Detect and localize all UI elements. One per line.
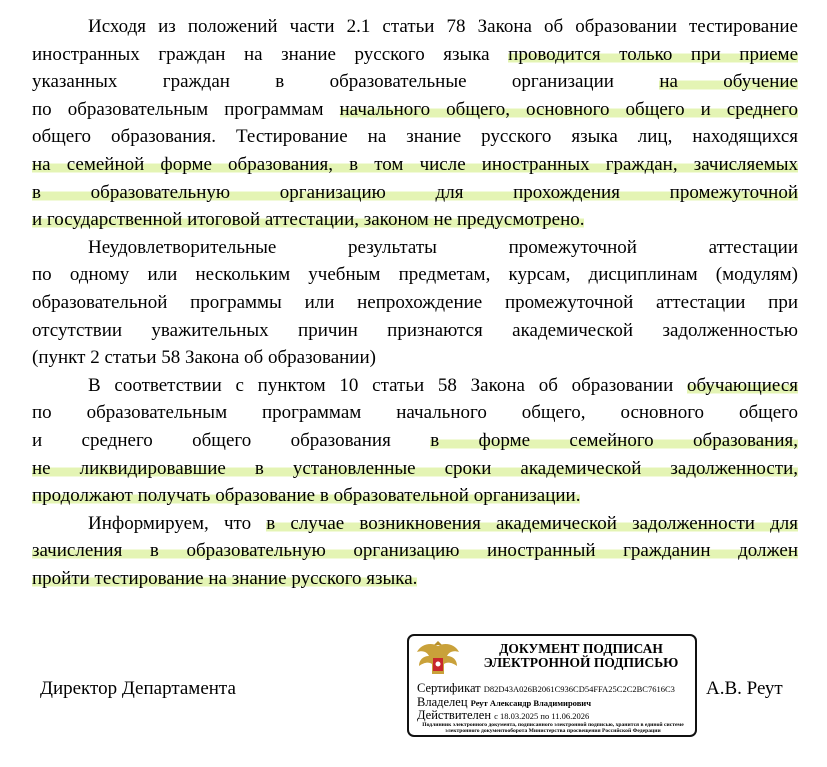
text-line <box>32 261 798 289</box>
text-line <box>32 41 798 69</box>
text-segment: образовательной программы или непрохождение промежуточной аттестации при <box>32 291 798 313</box>
highlighted-text: на обучение <box>659 71 798 93</box>
text-line <box>32 234 798 262</box>
text-segment: указанных граждан в образовательные организации <box>32 71 660 93</box>
highlighted-text: зачисления в образовательную организацию иностранный гражданин должен <box>32 540 798 562</box>
text-line <box>32 482 798 510</box>
highlighted-text: в случае возникновения академической задолженности для <box>266 512 798 534</box>
text-segment: В соответствии с пунктом 10 статьи 58 Закона об образовании <box>88 374 687 396</box>
highlighted-text: не ликвидировавшие в установленные сроки академической задолженности, <box>32 457 798 479</box>
certificate-value: D82D43A026B2061C936CD54FFA25C2C2BC7616C3 <box>483 684 675 694</box>
text-line <box>32 399 798 427</box>
text-line <box>32 68 798 96</box>
text-segment: Неудовлетворительные результаты промежуточной аттестации <box>88 236 798 258</box>
highlighted-text: в образовательную организацию для прохождения промежуточной <box>32 181 798 203</box>
text-segment: по одному или нескольким учебным предметам, курсам, дисциплинам (модулям) <box>32 264 798 286</box>
text-line <box>32 317 798 345</box>
stamp-title-line-2: ЭЛЕКТРОННОЙ ПОДПИСЬЮ <box>483 655 679 670</box>
text-segment: Информируем, что <box>88 512 267 534</box>
validity-value: с 18.03.2025 по 11.06.2026 <box>494 711 590 721</box>
text-segment: по образовательным программам <box>32 98 340 120</box>
text-segment: иностранных граждан на знание русского языка <box>32 43 509 65</box>
text-segment: по образовательным программам начального общего, основного общего <box>32 402 798 424</box>
text-line <box>32 151 798 179</box>
text-line <box>32 206 798 234</box>
text-line <box>32 344 798 372</box>
highlighted-text: проводится только при приеме <box>508 43 799 65</box>
letter-body <box>32 13 798 592</box>
text-segment: и среднего общего образования <box>32 429 431 451</box>
text-line <box>32 372 798 400</box>
text-line <box>32 289 798 317</box>
validity-label: Действителен <box>417 708 492 722</box>
signatory-position: Директор Департамента <box>40 678 236 699</box>
text-line <box>32 123 798 151</box>
text-line <box>32 537 798 565</box>
highlighted-text: начального общего, основного общего и среднего <box>339 98 798 120</box>
text-line <box>32 565 798 593</box>
owner-value: Реут Александр Владимирович <box>470 698 591 708</box>
text-segment: общего образования. Тестирование на знание русского языка лиц, находящихся <box>32 126 798 148</box>
coat-of-arms-icon <box>415 640 461 680</box>
owner-label: Владелец <box>417 695 468 709</box>
highlighted-text: и государственной итоговой аттестации, законом не предусмотрено. <box>32 209 585 231</box>
highlighted-text: продолжают получать образование в образовательной организации. <box>32 485 581 507</box>
highlighted-text: пройти тестирование на знание русского языка. <box>32 567 418 589</box>
certificate-label: Сертификат <box>417 681 481 695</box>
stamp-footer: Подлинник электронного документа, подписанного электронной подписью, хранится в единой системе электронного документооборота Министерства просвещения Российской Федерации <box>422 722 684 735</box>
highlighted-text: обучающиеся <box>686 374 798 396</box>
text-line <box>32 510 798 538</box>
stamp-title <box>467 642 695 670</box>
text-line <box>32 455 798 483</box>
text-segment: (пункт 2 статьи 58 Закона об образовании) <box>32 347 376 369</box>
stamp-certificate <box>417 681 675 696</box>
text-segment: отсутствии уважительных причин признаются академической задолженностью <box>32 319 798 341</box>
text-line <box>32 13 798 41</box>
text-line <box>32 179 798 207</box>
text-line <box>32 427 798 455</box>
text-segment: Исходя из положений части 2.1 статьи 78 Закона об образовании тестирование <box>88 16 798 37</box>
text-line <box>32 96 798 124</box>
signatory-name: А.В. Реут <box>706 678 783 699</box>
highlighted-text: в форме семейного образования, <box>430 429 798 451</box>
stamp-validity <box>417 708 589 723</box>
electronic-signature-stamp <box>407 634 697 737</box>
highlighted-text: на семейной форме образования, в том числе иностранных граждан, зачисляемых <box>32 153 798 175</box>
stamp-title-line-1: ДОКУМЕНТ ПОДПИСАН <box>499 641 663 656</box>
